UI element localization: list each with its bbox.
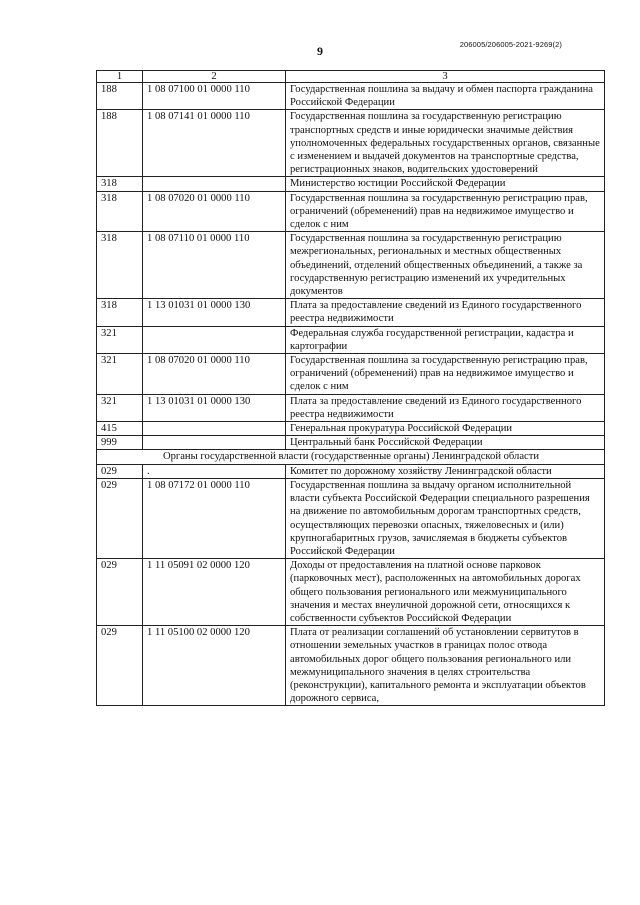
- revenue-code-cell: 1 08 07172 01 0000 110: [143, 478, 286, 558]
- table-row: [97, 83, 605, 110]
- revenue-code-cell: [143, 326, 286, 353]
- revenue-name-cell: Государственная пошлина за государственную регистрацию прав, ограничений (обременений) прав на недвижимое имущество и сделок с ним: [286, 191, 605, 232]
- admin-code-cell: 029: [97, 626, 143, 706]
- admin-code-cell: 029: [97, 464, 143, 478]
- revenue-name-cell: Плата за предоставление сведений из Единого государственного реестра недвижимости: [286, 394, 605, 421]
- revenue-name-cell: Государственная пошлина за государственную регистрацию транспортных средств и иные юридически значимые действия уполномоченных федеральных государственных органов, связанные с изменением и выдачей документов на транспортные средства, регистрационных знаков, водительских удостоверений: [286, 110, 605, 177]
- admin-code-cell: 188: [97, 110, 143, 177]
- revenue-code-cell: [143, 422, 286, 436]
- revenue-code-cell: 1 08 07110 01 0000 110: [143, 232, 286, 299]
- table-row: [97, 191, 605, 232]
- revenue-code-cell: 1 08 07020 01 0000 110: [143, 191, 286, 232]
- table-row: [97, 326, 605, 353]
- table-row: [97, 626, 605, 706]
- revenue-code-cell: 1 13 01031 01 0000 130: [143, 299, 286, 326]
- admin-code-cell: 999: [97, 436, 143, 450]
- revenue-code-cell: .: [143, 464, 286, 478]
- revenue-name-cell: Государственная пошлина за выдачу органом исполнительной власти субъекта Российской Федерации специального разрешения на движение по автомобильным дорогам транспортных средств, осуществляющих перевозки опасных, тяжеловесных и (или) крупногабаритных грузов, зачисляемая в бюджеты субъектов Российской Федерации: [286, 478, 605, 558]
- revenue-name-cell: Центральный банк Российской Федерации: [286, 436, 605, 450]
- header-col-3: 3: [286, 71, 605, 83]
- revenue-name-cell: Государственная пошлина за выдачу и обмен паспорта гражданина Российской Федерации: [286, 83, 605, 110]
- header-col-2: 2: [143, 71, 286, 83]
- table-row: [97, 464, 605, 478]
- revenue-name-cell: Плата за предоставление сведений из Единого государственного реестра недвижимости: [286, 299, 605, 326]
- table-row: [97, 559, 605, 626]
- admin-code-cell: 029: [97, 478, 143, 558]
- section-title: Органы государственной власти (государственные органы) Ленинградской области: [97, 450, 605, 464]
- revenue-name-cell: Комитет по дорожному хозяйству Ленинградской области: [286, 464, 605, 478]
- revenue-name-cell: Плата от реализации соглашений об установлении сервитутов в отношении земельных участков в границах полос отвода автомобильных дорог общего пользования регионального или межмуниципального значения в целях строительства (реконструкции), капитального ремонта и эксплуатации объектов дорожного сервиса,: [286, 626, 605, 706]
- table-row: [97, 422, 605, 436]
- revenue-code-cell: [143, 177, 286, 191]
- page-number: 9: [317, 44, 323, 58]
- admin-code-cell: 415: [97, 422, 143, 436]
- revenue-name-cell: Доходы от предоставления на платной основе парковок (парковочных мест), расположенных на автомобильных дорогах общего пользования регионального или межмуниципального значения и местах внеуличной дорожной сети, относящихся к собственности субъектов Российской Федерации: [286, 559, 605, 626]
- table-row: [97, 232, 605, 299]
- revenue-code-cell: 1 08 07020 01 0000 110: [143, 354, 286, 395]
- revenue-code-cell: [143, 436, 286, 450]
- admin-code-cell: 318: [97, 232, 143, 299]
- table-row: [97, 436, 605, 450]
- document-code: 206005/206005-2021-9269(2): [459, 40, 562, 49]
- admin-code-cell: 321: [97, 394, 143, 421]
- admin-code-cell: 321: [97, 354, 143, 395]
- revenue-name-cell: Государственная пошлина за государственную регистрацию межрегиональных, региональных и местных общественных объединений, отделений общественных объединений, а также за государственную регистрацию изменений их учредительных документов: [286, 232, 605, 299]
- admin-code-cell: 321: [97, 326, 143, 353]
- revenue-name-cell: Федеральная служба государственной регистрации, кадастра и картографии: [286, 326, 605, 353]
- admin-code-cell: 029: [97, 559, 143, 626]
- admin-code-cell: 318: [97, 299, 143, 326]
- table-row: [97, 354, 605, 395]
- table-header-row: [97, 71, 605, 83]
- revenue-name-cell: Генеральная прокуратура Российской Федерации: [286, 422, 605, 436]
- revenue-name-cell: Государственная пошлина за государственную регистрацию прав, ограничений (обременений) прав на недвижимое имущество и сделок с ним: [286, 354, 605, 395]
- revenue-table: [96, 70, 605, 706]
- header-col-1: 1: [97, 71, 143, 83]
- table-row: [97, 478, 605, 558]
- admin-code-cell: 318: [97, 177, 143, 191]
- table-row: [97, 177, 605, 191]
- revenue-code-cell: 1 08 07100 01 0000 110: [143, 83, 286, 110]
- admin-code-cell: 188: [97, 83, 143, 110]
- table-row: [97, 110, 605, 177]
- revenue-code-cell: 1 11 05100 02 0000 120: [143, 626, 286, 706]
- table-row: [97, 299, 605, 326]
- revenue-code-cell: 1 11 05091 02 0000 120: [143, 559, 286, 626]
- revenue-code-cell: 1 13 01031 01 0000 130: [143, 394, 286, 421]
- section-row: [97, 450, 605, 464]
- revenue-name-cell: Министерство юстиции Российской Федерации: [286, 177, 605, 191]
- revenue-code-cell: 1 08 07141 01 0000 110: [143, 110, 286, 177]
- table-row: [97, 394, 605, 421]
- admin-code-cell: 318: [97, 191, 143, 232]
